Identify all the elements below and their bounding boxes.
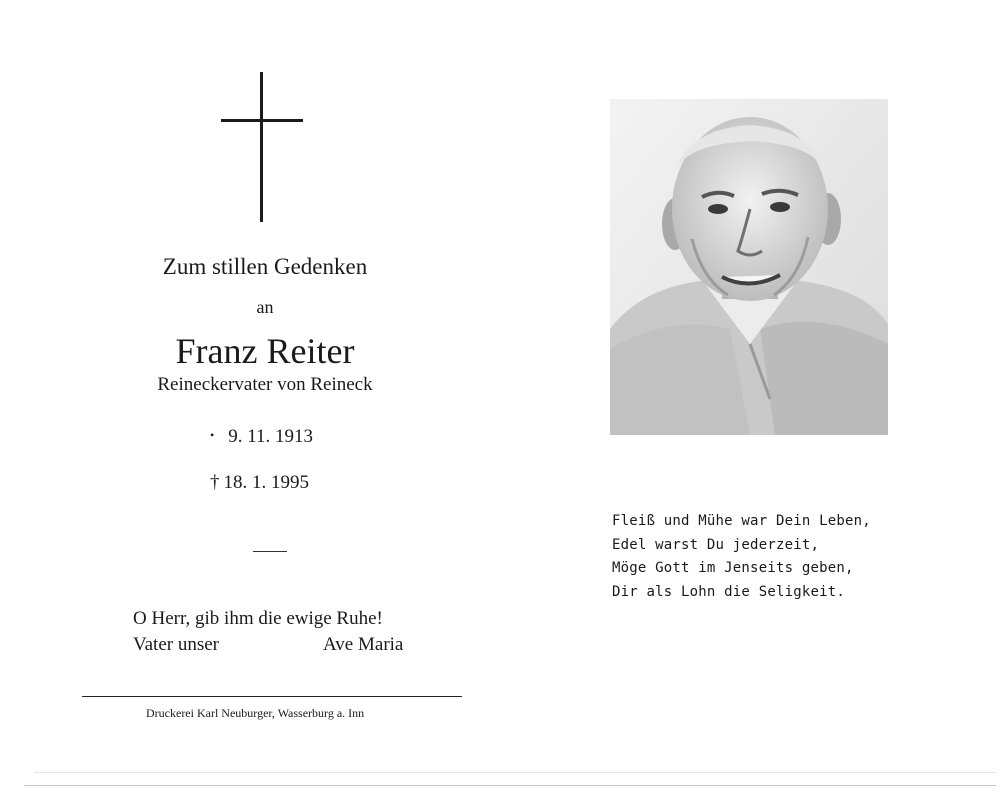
prayer-line: O Herr, gib ihm die ewige Ruhe! bbox=[133, 608, 383, 629]
birth-line bbox=[210, 426, 313, 448]
prayer-vater-unser: Vater unser bbox=[133, 634, 219, 655]
death-symbol: † bbox=[210, 472, 220, 493]
scan-edge-line bbox=[34, 772, 996, 773]
portrait-photo bbox=[610, 99, 888, 435]
short-divider bbox=[253, 551, 287, 552]
cross-icon bbox=[260, 72, 263, 222]
scan-edge-line bbox=[24, 785, 996, 786]
poem-line-3: Möge Gott im Jenseits geben, bbox=[612, 560, 854, 576]
an-text: an bbox=[256, 297, 274, 317]
cross-icon-bar bbox=[221, 119, 303, 122]
birth-symbol: • bbox=[210, 428, 215, 442]
death-date: 18. 1. 1995 bbox=[223, 472, 309, 493]
poem-line-4: Dir als Lohn die Seligkeit. bbox=[612, 584, 845, 600]
poem-line-2: Edel warst Du jederzeit, bbox=[612, 537, 820, 553]
poem-line-1: Fleiß und Mühe war Dein Leben, bbox=[612, 513, 871, 529]
dedication-text: Zum stillen Gedenken bbox=[162, 254, 368, 279]
portrait-illustration bbox=[610, 99, 888, 435]
footer-divider bbox=[82, 696, 462, 697]
printer-credit: Druckerei Karl Neuburger, Wasserburg a. Inn bbox=[146, 706, 365, 720]
prayer-ave-maria: Ave Maria bbox=[323, 634, 404, 655]
deceased-role: Reineckervater von Reineck bbox=[157, 374, 373, 395]
birth-date: 9. 11. 1913 bbox=[228, 426, 313, 447]
death-line bbox=[210, 472, 309, 494]
deceased-name: Franz Reiter bbox=[175, 331, 355, 371]
